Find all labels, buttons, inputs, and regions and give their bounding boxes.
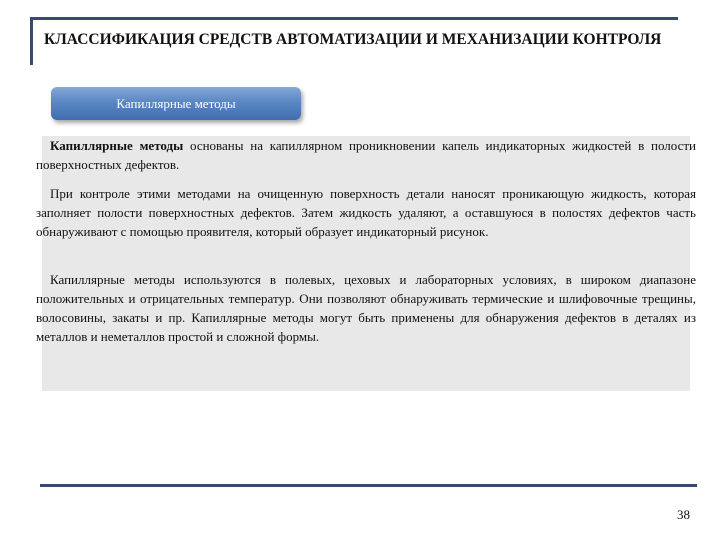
paragraph-1-lead: Капиллярные методы (50, 138, 184, 153)
paragraph-3: Капиллярные методы используются в полевых, цеховых и лабораторных условиях, в широком диапазоне положительных и отрицательных температур. Они позволяют обнаруживать термические и шлифовочные трещины, волосовины, закаты и пр. Капиллярные методы могут быть применены для обнаружения дефектов в деталях из металлов и неметаллов простой и сложной формы. (36, 272, 696, 344)
left-rule (30, 17, 33, 65)
top-rule (30, 17, 678, 20)
bottom-rule (40, 484, 697, 487)
paragraph-1 (36, 136, 696, 174)
paragraph-1-text: основаны на капиллярном проникновении капель индикаторных жидкостей в полости поверхностных дефектов. (36, 138, 697, 172)
section-label-button[interactable]: Капиллярные методы (51, 87, 301, 120)
page-number: 38 (677, 507, 690, 522)
content-panel (42, 136, 690, 391)
paragraph-2: При контроле этими методами на очищенную поверхность детали наносят проникающую жидкость, которая заполняет полости поверхностных дефектов. Затем жидкость удаляют, а оставшуюся в полостях дефектов часть обнаруживают с помощью проявителя, который образует индикаторный рисунок. (36, 186, 696, 239)
slide-title: КЛАССИФИКАЦИЯ СРЕДСТВ АВТОМАТИЗАЦИИ И МЕХАНИЗАЦИИ КОНТРОЛЯ (44, 31, 662, 48)
